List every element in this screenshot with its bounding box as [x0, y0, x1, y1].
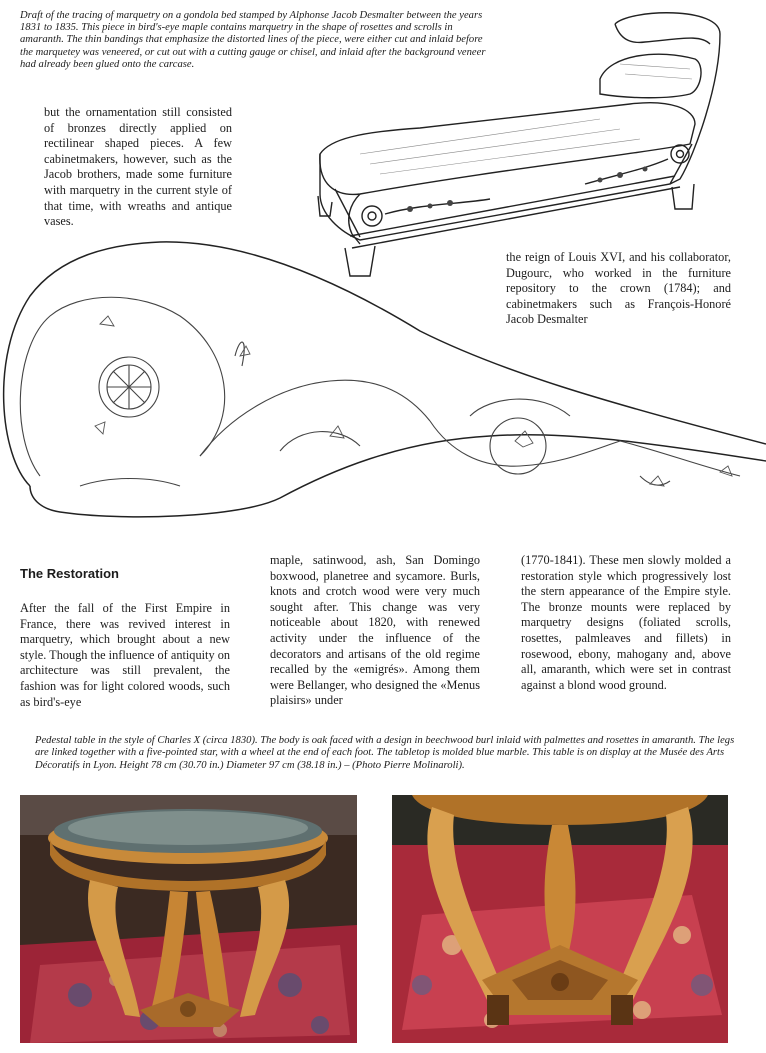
- body-column-3: (1770-1841). These men slowly molded a restoration style which progressively lost the stern appearance of the Empire style. The bronze mounts were replaced by marquetry designs (foliated scrolls, rosettes, palmleaves and fillets) in rosewood, ebony, mahogany and, above all, amaranth, which were set in contrast against a blond wood ground.: [521, 553, 731, 692]
- pedestal-table-detail-photo: [392, 795, 728, 1043]
- section-heading: The Restoration: [20, 566, 119, 581]
- body-column-1: After the fall of the First Empire in France, there was revived interest in marquetry, which brought about a new style. Though the influence of antiquity on architecture was still prevalent, the fashion was for light colored woods, such as bird's-eye: [20, 601, 230, 709]
- photo-caption: Pedestal table in the style of Charles X (circa 1830). The body is oak faced with a design in beechwood burl inlaid with palmettes and rosettes in amaranth. The legs are linked together with a five-pointed star, with a wheel at the end of each foot. The tabletop is molded blue marble. This table is on display at the Musée des Arts Décoratifs in Lyon. Height 78 cm (30.70 in.) Diameter 97 cm (38.18 in.) – (Photo Pierre Molinaroli).: [35, 735, 735, 771]
- right-paragraph: the reign of Louis XVI, and his collaborator, Dugourc, who worked in the furniture repository to the crown (1784); and cabinetmakers such as François-Honoré Jacob Desmalter: [506, 250, 731, 327]
- body-column-2: maple, satinwood, ash, San Domingo boxwood, planetree and sycamore. Burls, knots and crotch wood were very much sought after. This change was very noticeable about 1820, with renewed activity under the influence of the decorators and artisans of the old regime recalled by the «emigrés». Among them were Bellanger, who designed the «Menus plaisirs» under: [270, 553, 480, 708]
- pedestal-table-photo: [20, 795, 357, 1043]
- top-caption: Draft of the tracing of marquetry on a gondola bed stamped by Alphonse Jacob Desmalter between the years 1831 to 1835. This piece in bird's-eye maple contains marquetry in the shape of rosettes and scrolls in amaranth. The thin bandings that emphasize the distorted lines of the piece, were either cut and inlaid before the marquetey was veneered, or cut out with a cutting gauge or chisel, and inlaid after the background veneer had already been glued onto the carcase.: [20, 10, 486, 70]
- intro-paragraph: but the ornamentation still consisted of bronzes directly applied on rectilinear shaped pieces. A few cabinetmakers, however, such as the Jacob brothers, made some furniture with marquetry in the current style of that time, with wreaths and antique vases.: [44, 105, 232, 229]
